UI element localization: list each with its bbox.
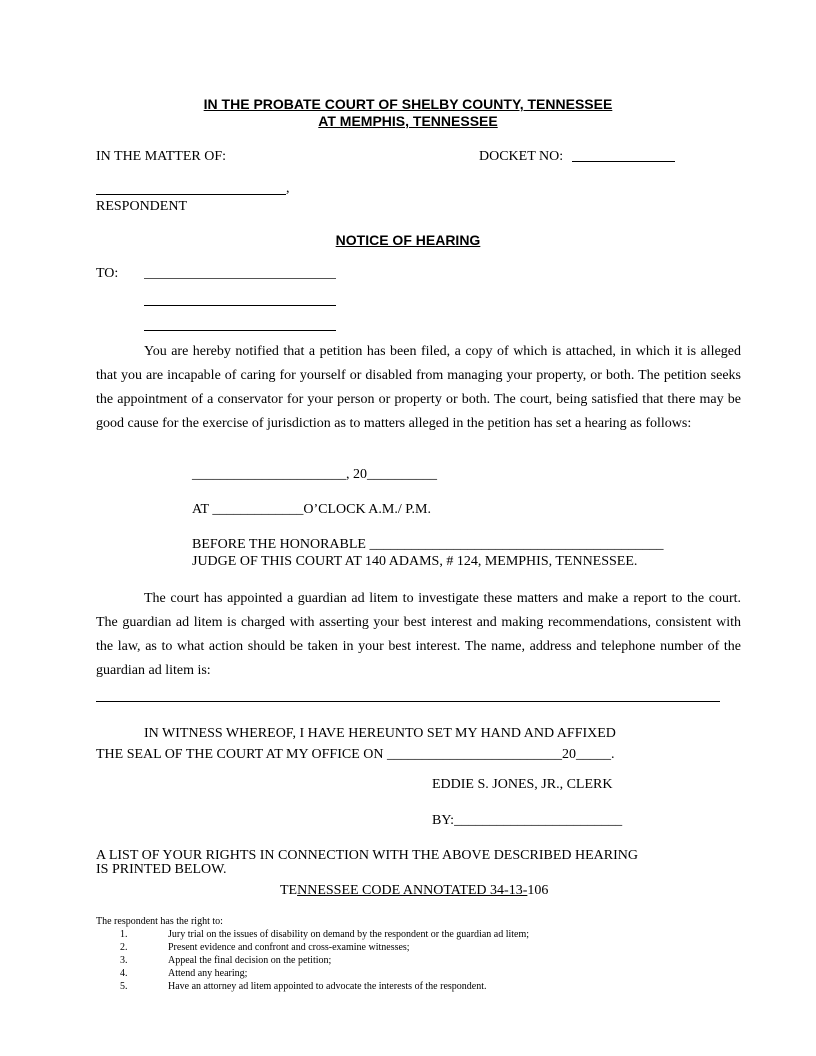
court-location: AT MEMPHIS, TENNESSEE — [318, 113, 498, 129]
rights-intro: The respondent has the right to: — [96, 916, 223, 927]
rights-notice-line-2: IS PRINTED BELOW. — [96, 862, 227, 877]
clerk-by-line — [432, 813, 622, 829]
time-prefix: AT — [192, 502, 213, 517]
witness-prefix: THE SEAL OF THE COURT AT MY OFFICE ON — [96, 747, 387, 762]
notice-title: NOTICE OF HEARING — [335, 232, 481, 248]
to-address-line-2[interactable] — [144, 305, 336, 306]
witness-period: . — [611, 747, 615, 762]
witness-date-blank[interactable]: _________________________ — [387, 747, 562, 762]
witness-line-2 — [96, 747, 615, 763]
list-item: 4. Attend any hearing; — [120, 968, 248, 979]
docket-number-field[interactable] — [572, 161, 675, 162]
matter-label: IN THE MATTER OF: — [96, 149, 227, 164]
by-signature-blank[interactable]: ________________________ — [454, 813, 623, 828]
judge-address-line: JUDGE OF THIS COURT AT 140 ADAMS, # 124, MEMPHIS, TENNESSEE. — [192, 554, 638, 569]
hearing-time-line — [192, 502, 431, 518]
to-address-line-1[interactable] — [144, 278, 336, 279]
time-blank[interactable]: _____________ — [212, 502, 304, 517]
witness-year: 20 — [562, 747, 576, 762]
to-address-line-3[interactable] — [144, 330, 336, 331]
code-prefix: TE — [280, 883, 298, 898]
code-underlined: NNESSEE CODE ANNOTATED 34-13- — [297, 883, 528, 898]
guardian-info-field[interactable] — [96, 701, 720, 702]
list-item: 1. Jury trial on the issues of disability on demand by the respondent or the guardian ad litem; — [120, 929, 530, 940]
guardian-paragraph: The court has appointed a guardian ad litem to investigate these matters and make a report to the court. The guardian ad litem is charged with asserting your best interest and making recommendations, consistent with the law, as to what action should be taken in your best interest. The name, address and telephone number of the guardian ad litem is: — [96, 591, 741, 678]
clerk-name: EDDIE S. JONES, JR., CLERK — [432, 777, 613, 792]
list-item: 3. Appeal the final decision on the petition; — [120, 955, 332, 966]
witness-year-blank[interactable]: _____ — [576, 747, 611, 762]
hearing-date-line: ______________________, 20__________ — [192, 467, 437, 482]
docket-label: DOCKET NO: — [479, 149, 564, 164]
rights-list — [120, 928, 529, 993]
court-heading: IN THE PROBATE COURT OF SHELBY COUNTY, TENNESSEE — [203, 96, 613, 112]
rights-notice-line-1: A LIST OF YOUR RIGHTS IN CONNECTION WITH THE ABOVE DESCRIBED HEARING — [96, 848, 638, 863]
respondent-comma: , — [286, 181, 290, 196]
by-label: BY: — [432, 813, 455, 828]
notice-paragraph: You are hereby notified that a petition has been filed, a copy of which is attached, in which it is alleged that you are incapable of caring for yourself or disabled from managing your property, or both. The petition seeks the appointment of a conservator for your person or property or both. The court, being satisfied that there may be good cause for the exercise of jurisdiction as to matters alleged in the petition has set a hearing as follows: — [96, 344, 741, 431]
to-label: TO: — [96, 266, 119, 281]
list-item: 5. Have an attorney ad litem appointed to advocate the interests of the respondent. — [120, 981, 487, 992]
witness-line-1: IN WITNESS WHEREOF, I HAVE HEREUNTO SET MY HAND AND AFFIXED — [144, 726, 616, 741]
respondent-name-field[interactable] — [96, 194, 286, 195]
before-judge-line: BEFORE THE HONORABLE __________________________________________ — [192, 537, 664, 552]
respondent-label: RESPONDENT — [96, 199, 188, 214]
time-suffix: O’CLOCK A.M./ P.M. — [303, 502, 431, 517]
code-reference — [280, 883, 548, 899]
code-suffix: 106 — [527, 883, 549, 898]
list-item: 2. Present evidence and confront and cross-examine witnesses; — [120, 942, 410, 953]
